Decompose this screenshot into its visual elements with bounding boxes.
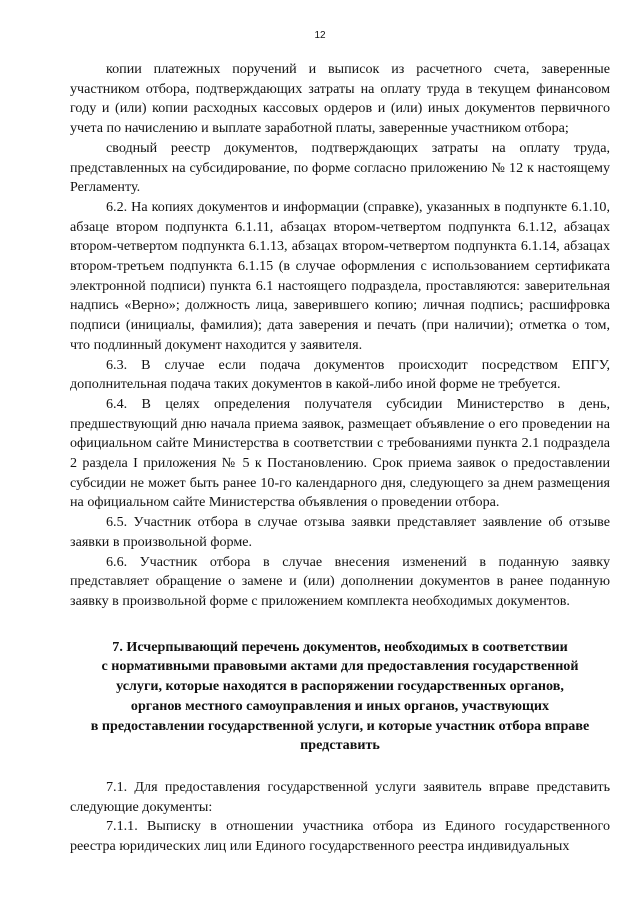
paragraph-7-1-1: 7.1.1. Выписку в отношении участника отбора из Единого государственного реестра юридических лиц или Единого государственного реестра индивидуальных [70,818,610,855]
heading-line: услуги, которые находятся в распоряжении государственных органов, [116,678,564,695]
paragraph-6-6: 6.6. Участник отбора в случае внесения изменений в поданную заявку представляет обращение о замене и (или) дополнении документов в ранее поданную заявку в произвольной форме с приложением комплекта необходимых документов. [70,553,610,609]
paragraph-6-2: 6.2. На копиях документов и информации (справке), указанных в подпункте 6.1.10, абзаце втором подпункта 6.1.11, абзацах втором-четвертом подпункта 6.1.12, абзацах втором-четвертом подпункта 6.1.13, абзацах втором-четвертом подпункта 6.1.14, абзацах втором-третьем подпункта 6.1.15 (в случае оформления с использованием сертификата электронной подписи) пункта 6.1 настоящего подраздела, проставляются: заверительная надпись «Верно»; должность лица, заверившего копию; личная подпись; расшифровка подписи (инициалы, фамилия); дата заверения и печать (при наличии); отметка о том, что подлинный документ находится у заявителя. [70,198,610,353]
paragraph-6-4: 6.4. В целях определения получателя субсидии Министерство в день, предшествующий дню начала приема заявок, размещает объявление о его проведении на официальном сайте Министерства в соответствии с требованиями пункта 2.1 подраздела 2 раздела I приложения № 5 к Постановлению. Срок приема заявок о предоставлении субсидии не может быть ранее 10-го календарного дня, следующего за днем размещения на официальном сайте Министерства объявления о проведении отбора. [70,395,610,511]
paragraph-7-1: 7.1. Для предоставления государственной услуги заявитель вправе представить следующие документы: [70,778,610,815]
heading-line: органов местного самоуправления и иных органов, участвующих [130,697,550,714]
heading-line: 7. Исчерпывающий перечень документов, необходимых в соответствии [112,638,568,655]
section-7-heading [70,638,610,756]
page-number: 12 [314,30,326,41]
paragraph-6-5: 6.5. Участник отбора в случае отзыва заявки представляет заявление об отзыве заявки в произвольной форме. [70,514,610,550]
paragraph-6-3: 6.3. В случае если подача документов происходит посредством ЕПГУ, дополнительная подача таких документов в какой-либо иной форме не требуется. [70,356,610,393]
paragraph-summary-register: сводный реестр документов, подтверждающих затраты на оплату труда, представленных на субсидирование, по форме согласно приложению № 12 к настоящему Регламенту. [70,139,610,196]
paragraph-payment-documents: копии платежных поручений и выписок из расчетного счета, заверенные участником отбора, подтверждающих затраты на оплату труда в текущем финансовом году и (или) копии расходных кассовых ордеров и (или) иных документов первичного учета по начислению и выплате заработной платы, заверенные участником отбора; [70,61,610,137]
heading-line: представить [300,737,380,754]
heading-line: с нормативными правовыми актами для предоставления государственной [101,658,579,675]
document-body [70,60,610,857]
heading-line: в предоставлении государственной услуги, и которые участник отбора вправе [90,717,590,734]
